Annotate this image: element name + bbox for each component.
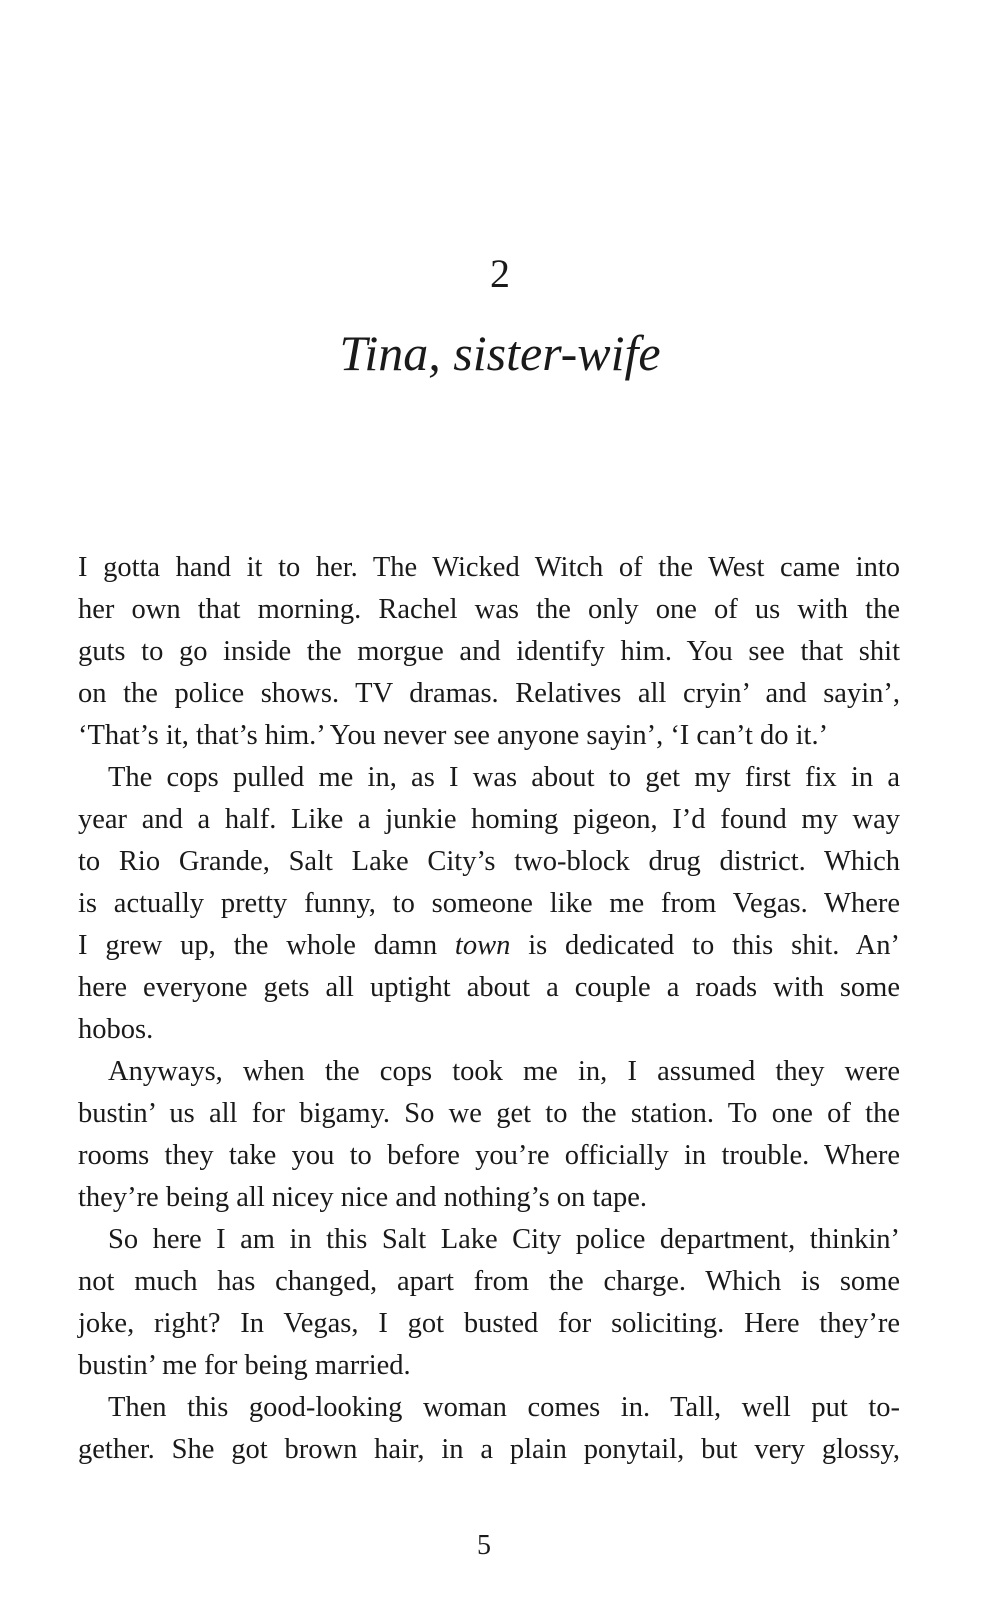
text-line-segment: bustin’ me for being married.: [78, 1350, 411, 1381]
text-line: [78, 1303, 900, 1345]
text-line-segment: here everyone gets all uptight about a couple a roads with some: [78, 972, 900, 1003]
text-line-segment: The cops pulled me in, as I was about to get my first fix in a: [108, 762, 900, 793]
text-line: [78, 547, 900, 589]
text-line: [78, 631, 900, 673]
text-line-segment: on the police shows. TV dramas. Relatives all cryin’ and sayin’,: [78, 678, 900, 709]
text-line-segment: they’re being all nicey nice and nothing’s on tape.: [78, 1182, 648, 1213]
text-line-segment: ‘That’s it, that’s him.’ You never see anyone sayin’, ‘I can’t do it.’: [78, 720, 829, 751]
text-line: [78, 757, 900, 799]
text-line-segment: is actually pretty funny, to someone like me from Vegas. Where: [78, 888, 900, 919]
text-line-segment: So here I am in this Salt Lake City police department, thinkin’: [108, 1224, 900, 1255]
text-line: [78, 1093, 900, 1135]
text-line-segment: not much has changed, apart from the charge. Which is some: [78, 1266, 900, 1297]
text-line-segment: I grew up, the whole damn: [78, 930, 455, 961]
text-line: [78, 1429, 900, 1471]
text-line-segment: hobos.: [78, 1014, 154, 1045]
text-line: [78, 1177, 900, 1219]
text-line-segment: Then this good-looking woman comes in. Tall, well put to-: [108, 1392, 900, 1423]
text-line-segment: rooms they take you to before you’re officially in trouble. Where: [78, 1140, 900, 1171]
text-line-segment: her own that morning. Rachel was the only one of us with the: [78, 594, 900, 625]
emphasized-word: town: [454, 930, 511, 961]
text-line: [78, 1009, 900, 1051]
text-line: [78, 1135, 900, 1177]
text-line: [78, 967, 900, 1009]
text-line: [78, 1345, 900, 1387]
text-line: [78, 589, 900, 631]
text-line-segment: bustin’ us all for bigamy. So we get to the station. To one of the: [78, 1098, 900, 1129]
chapter-number: 2: [490, 251, 510, 296]
text-line-segment: I gotta hand it to her. The Wicked Witch of the West came into: [78, 552, 900, 583]
text-line: [78, 1261, 900, 1303]
chapter-title: Tina, sister-wife: [339, 325, 661, 381]
page-number: 5: [477, 1530, 491, 1561]
text-line: [78, 1387, 900, 1429]
text-line: [78, 883, 900, 925]
text-line-segment: is dedicated to this shit. An’: [510, 930, 900, 961]
text-line: [78, 925, 900, 967]
text-line: [78, 799, 900, 841]
text-line-segment: joke, right? In Vegas, I got busted for soliciting. Here they’re: [78, 1308, 900, 1339]
text-line: [78, 715, 900, 757]
text-line-segment: year and a half. Like a junkie homing pigeon, I’d found my way: [78, 804, 900, 835]
text-line: [78, 673, 900, 715]
text-line-segment: to Rio Grande, Salt Lake City’s two-block drug district. Which: [78, 846, 900, 877]
text-line-segment: guts to go inside the morgue and identify him. You see that shit: [78, 636, 900, 667]
text-line: [78, 841, 900, 883]
text-line: [78, 1219, 900, 1261]
text-line: [78, 1051, 900, 1093]
text-line-segment: Anyways, when the cops took me in, I assumed they were: [108, 1056, 900, 1087]
chapter-body-text: [78, 547, 900, 1471]
text-line-segment: gether. She got brown hair, in a plain ponytail, but very glossy,: [78, 1434, 900, 1465]
